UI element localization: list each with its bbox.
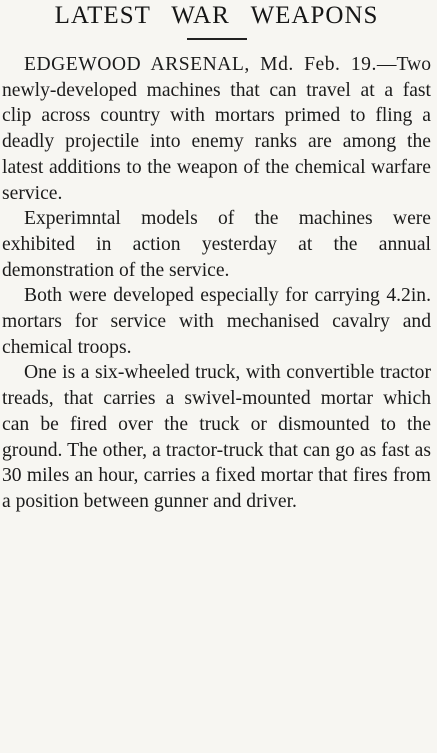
lead-paragraph <box>2 52 431 206</box>
lead-text: —Two newly-developed machines that can travel at a fast clip across country with mortars primed to fling a deadly projectile into enemy ranks are among the latest additions to the weapon of the chemical warfare service. <box>2 54 431 204</box>
paragraph-4: One is a six-wheeled truck, with convertible tractor treads, that carries a swivel-mounted mortar which can be fired over the truck or dismounted to the ground. The other, a tractor-truck that can go as fast as 30 miles an hour, carries a fixed mortar that fires from a position between gunner and driver. <box>2 362 431 512</box>
dateline: EDGEWOOD ARSENAL, Md. Feb. 19. <box>24 54 377 75</box>
paragraph-3: Both were developed especially for carrying 4.2in. mortars for service with mechanised cavalry and chemical troops. <box>2 285 431 358</box>
paragraph-2: Experimntal models of the machines were exhibited in action yesterday at the annual demonstration of the service. <box>2 208 431 281</box>
headline-rule <box>187 38 247 40</box>
article-body <box>2 52 431 515</box>
headline: LATEST WAR WEAPONS <box>54 2 379 29</box>
